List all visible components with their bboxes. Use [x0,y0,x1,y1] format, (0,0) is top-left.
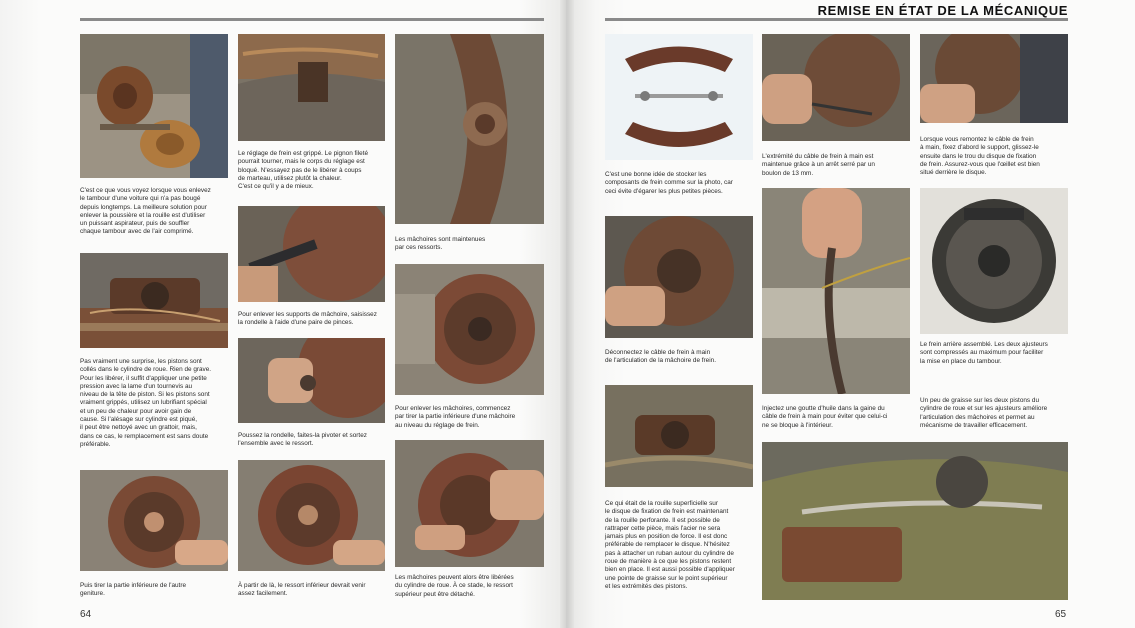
caption-assembled-brake: Le frein arrière assemblé. Les deux ajusteurs sont compressés au maximum pour faciliter la mise en place du tambour. [920,341,1048,365]
section-title: REMISE EN ÉTAT DE LA MÉCANIQUE [817,3,1068,18]
photo-remove-shoes [395,264,544,395]
photo-lower-spring [238,460,385,571]
header-rule-right [605,18,1068,21]
photo-free-shoes [395,440,544,567]
caption-stuck-pistons: Pas vraiment une surprise, les pistons sont collés dans le cylindre de roue. Rien de grave. Pour les libérer, il suffit d'appliquer une petite pression avec la lame d'un tournevis au niveau de la tête de piston. Si les pistons sont vraiment grippés, utilisez un lubrifiant spécial et un peu de chaleur pour avoir gain de cause. Si l'alésage sur cylindre est piqué, il peut être nettoyé avec un grattoir, mais, dans ce cas, le remplacement est sans doute préférable. [80,358,212,448]
caption-washer-spring: Poussez la rondelle, faites-la pivoter et sortez l'ensemble avec le ressort. [238,432,367,448]
photo-refit-cable [920,34,1068,123]
photo-oil-cable [762,188,910,394]
caption-grease-pistons: Un peu de graisse sur les deux pistons du cylindre de roue et sur les ajusteurs améliore l'articulation des mâchoires et permet au mécanisme de travailler efficacement. [920,397,1048,429]
page-number-right: 65 [1055,609,1067,620]
book-gutter [560,0,574,628]
photo-grease-pistons [762,442,1068,600]
caption-perforating-rust: Ce qui était de la rouille superficielle sur le disque de fixation de frein est maintenant de la rouille perforante. Il est possible de rattraper cette pièce, mais l'acier ne sera jamais plus en position de force. Il est donc préférable de remplacer le disque. N'hésitez pas à attacher un ruban autour du cylindre de roue de manière à ce que les pistons restent bien en place. Il est aussi possible d'appliquer une pointe de graisse sur le point supérieur et les extrémités des pistons. [605,500,735,590]
caption-dusty-drum: C'est ce que vous voyez lorsque vous enlevez le tambour d'une voiture qui n'a pas bougé depuis longtemps. La meilleure solution pour enlever la poussière et la rouille est d'utiliser un puissant aspirateur, puis de souffler chaque tambour avec de l'air comprimé. [80,187,211,236]
photo-shoe-springs [395,34,544,224]
caption-cable-end-bolt: L'extrémité du câble de frein à main est maintenue grâce à un arrêt serré par un boulon de 13 mm. [762,153,875,177]
caption-shoe-retainers: Pour enlever les supports de mâchoire, saisissez la rondelle à l'aide d'une paire de pinces. [238,311,377,327]
caption-refit-cable: Lorsque vous remontez le câble de frein à main, fixez d'abord le support, glissez-le ensuite dans le trou du disque de fixation de frein. Assurez-vous que l'œillet est bien situé derrière le disque. [920,136,1040,177]
caption-disconnect-cable: Déconnectez le câble de frein à main de l'articulation de la mâchoire de frein. [605,349,716,365]
photo-pull-shoe [80,470,228,571]
photo-rusty-backplate [605,385,753,487]
photo-assembled-brake [920,188,1068,334]
photo-cable-bolt [762,34,910,141]
caption-lower-spring: À partir de là, le ressort inférieur devrait venir assez facilement. [238,582,366,598]
caption-seized-adjuster: Le réglage de frein est grippé. Le pignon fileté pourrait tourner, mais le corps du réglage est bloqué. N'essayez pas de le libérer à coups de marteau, utilisez plutôt la chaleur. C'est ce qu'il y a de mieux. [238,150,369,191]
caption-oil-cable: Injectez une goutte d'huile dans la gaine du câble de frein à main pour éviter que celui-ci ne se bloque à l'intérieur. [762,405,888,429]
photo-dusty-brake-drum [80,34,228,178]
photo-wheel-cylinder [80,253,228,348]
caption-pull-other-shoe: Puis tirer la partie inférieure de l'autre geniture. [80,582,187,598]
page-number-left: 64 [80,609,92,620]
caption-free-shoes: Les mâchoires peuvent alors être libérées du cylindre de roue. À ce stade, le ressort supérieur peut être détaché. [395,574,514,598]
caption-remove-shoes: Pour enlever les mâchoires, commencez par tirer la partie inférieure d'une mâchoire au niveau du réglage de frein. [395,405,516,429]
photo-stored-components [605,34,753,160]
photo-disconnect-cable [605,216,753,338]
caption-store-components: C'est une bonne idée de stocker les composants de frein comme sur la photo, car ceci évite d'égarer les plus petites pièces. [605,171,733,195]
photo-seized-adjuster [238,34,385,141]
header-rule-left [80,18,544,21]
photo-pliers-washer [238,206,385,302]
photo-rotate-washer [238,338,385,423]
caption-shoe-springs: Les mâchoires sont maintenues par ces ressorts. [395,236,486,252]
